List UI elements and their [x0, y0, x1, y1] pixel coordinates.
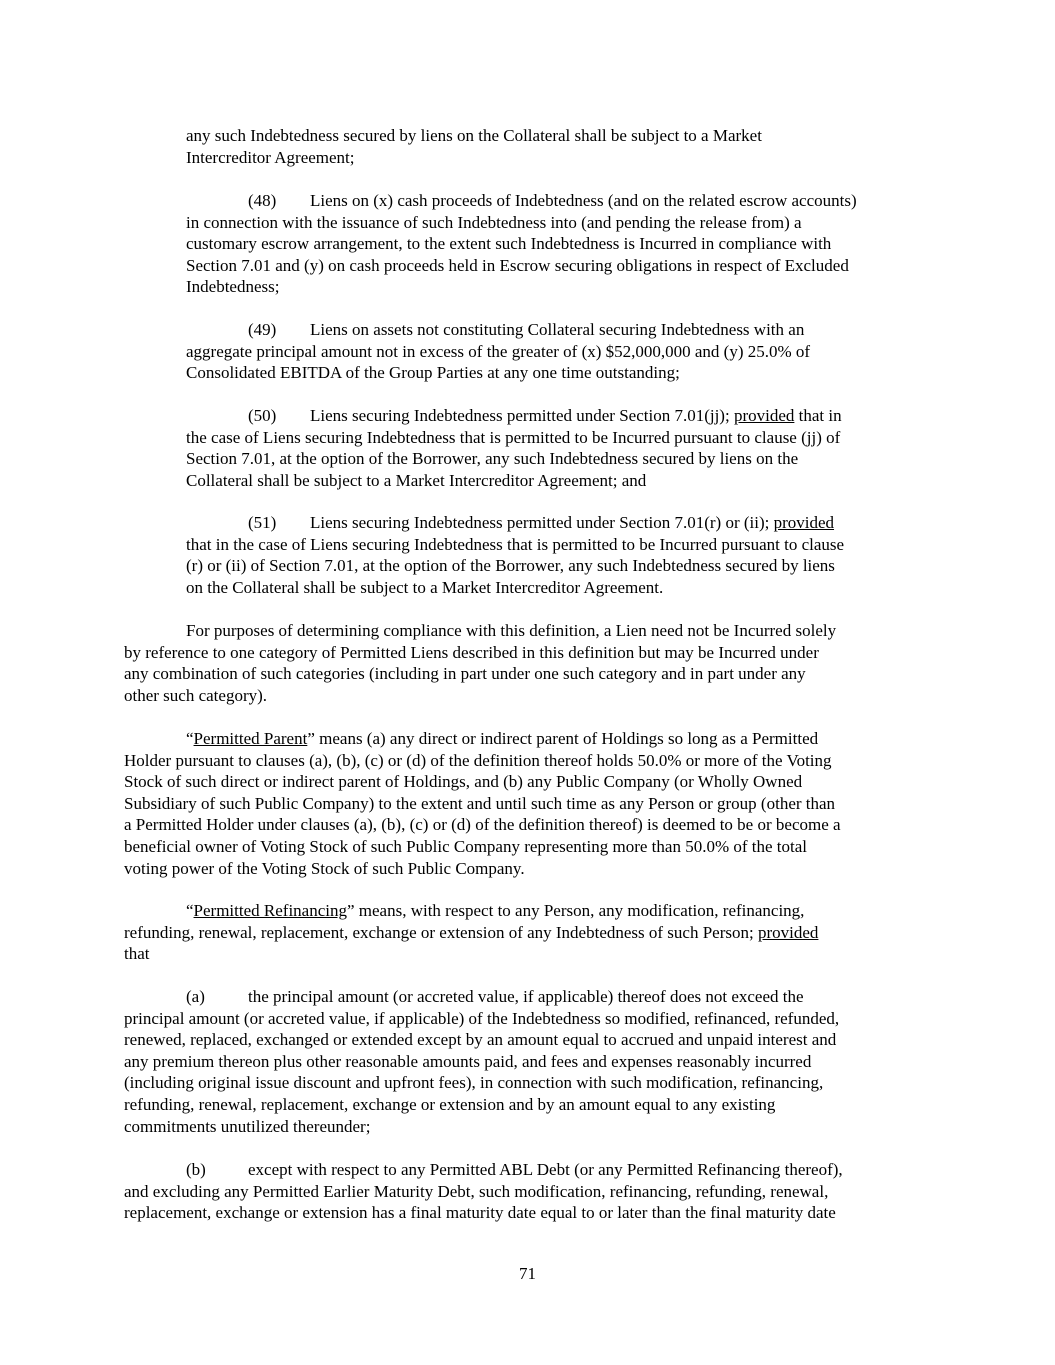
clause-49	[186, 319, 810, 384]
text-line: other such category).	[124, 685, 268, 705]
text-line: any combination of such categories (including in part under one such category and in part under any	[124, 664, 806, 684]
sub-clause-first-line	[124, 986, 839, 1008]
text-line: Indebtedness;	[186, 277, 280, 297]
clause-first-line	[186, 512, 844, 534]
text-line: Holder pursuant to clauses (a), (b), (c) or (d) of the definition thereof holds 50.0% or more of the Voting	[124, 750, 832, 770]
text-line: Subsidiary of such Public Company) to the extent and until such time as any Person or group (other than	[124, 793, 836, 813]
permitted-parent-definition	[124, 728, 841, 879]
text-line: Section 7.01, at the option of the Borrower, any such Indebtedness secured by liens on the	[186, 449, 799, 469]
text-line: beneficial owner of Voting Stock of such Public Company representing more than 50.0% of the total	[124, 836, 808, 856]
text-line: Section 7.01 and (y) on cash proceeds held in Escrow securing obligations in respect of Excluded	[186, 255, 849, 275]
text-segment: except with respect to any Permitted ABL Debt (or any Permitted Refinancing thereof),	[248, 1160, 843, 1179]
open-quote: “	[186, 729, 194, 748]
provided-term: provided	[773, 513, 835, 532]
defined-term: Permitted Parent	[193, 729, 308, 748]
text-segment: that in	[794, 406, 842, 425]
text-line: customary escrow arrangement, to the extent such Indebtedness is Incurred in compliance with	[186, 234, 832, 254]
text-segment: the principal amount (or accreted value, if applicable) thereof does not exceed the	[248, 987, 804, 1006]
text-line: on the Collateral shall be subject to a Market Intercreditor Agreement.	[186, 577, 664, 597]
text-segment: Liens securing Indebtedness permitted under Section 7.01(jj);	[310, 406, 734, 425]
clause-first-line	[186, 405, 842, 427]
clause-51	[186, 512, 844, 598]
sub-clause-letter: (a)	[186, 987, 205, 1006]
text-line: by reference to one category of Permitted Liens described in this definition but may be Incurred under	[124, 642, 819, 662]
text-line: commitments unutilized thereunder;	[124, 1116, 371, 1136]
text-line: Collateral shall be subject to a Market Intercreditor Agreement; and	[186, 470, 647, 490]
text-line: principal amount (or accreted value, if applicable) of the Indebtedness so modified, refinanced, refunded,	[124, 1008, 840, 1028]
clause-48	[186, 190, 857, 298]
text-line: For purposes of determining compliance with this definition, a Lien need not be Incurred solely	[186, 621, 837, 640]
text-line: any premium thereon plus other reasonable amounts paid, and fees and expenses reasonably incurred	[124, 1051, 812, 1071]
definition-first-line	[124, 728, 841, 750]
text-line: that	[124, 944, 150, 964]
clause-number: (51)	[248, 513, 277, 532]
defined-term: Permitted Refinancing	[193, 901, 347, 920]
sub-clause-letter: (b)	[186, 1160, 206, 1179]
text-segment: ” means (a) any direct or indirect parent of Holdings so long as a Permitted	[307, 729, 819, 748]
text-line: any such Indebtedness secured by liens on the Collateral shall be subject to a Market	[186, 126, 762, 145]
text-line	[124, 922, 818, 944]
text-line: renewed, replaced, exchanged or extended except by an amount equal to accrued and unpaid interest and	[124, 1030, 837, 1050]
text-line: aggregate principal amount not in excess of the greater of (x) $52,000,000 and (y) 25.0% of	[186, 341, 811, 361]
sub-clause-b	[124, 1159, 843, 1224]
text-line: in connection with the issuance of such Indebtedness into (and pending the release from) a	[186, 212, 802, 232]
text-line: voting power of the Voting Stock of such Public Company.	[124, 858, 525, 878]
text-segment: refunding, renewal, replacement, exchange or extension of any Indebtedness of such Person;	[124, 922, 758, 942]
clause-first-line	[186, 319, 810, 341]
clause-number: (48)	[248, 191, 277, 210]
text-line: Stock of such direct or indirect parent of Holdings, and (b) any Public Company (or Wholly Owned	[124, 772, 803, 792]
clause-number: (49)	[248, 320, 277, 339]
open-quote: “	[186, 901, 194, 920]
provided-term: provided	[757, 922, 819, 942]
text-line: replacement, exchange or extension has a final maturity date equal to or later than the final maturity date	[124, 1203, 836, 1223]
permitted-refinancing-definition	[124, 900, 818, 965]
sub-clause-a	[124, 986, 839, 1137]
text-line: the case of Liens securing Indebtedness that is permitted to be Incurred pursuant to clause (jj) of	[186, 427, 841, 447]
text-line: (r) or (ii) of Section 7.01, at the option of the Borrower, any such Indebtedness secured by liens	[186, 556, 835, 576]
text-line: refunding, renewal, replacement, exchange or extension and by an amount equal to any existing	[124, 1094, 776, 1114]
text-line: (including original issue discount and upfront fees), in connection with such modification, refinancing,	[124, 1073, 824, 1093]
definition-first-line	[124, 900, 818, 922]
provided-term: provided	[733, 406, 795, 425]
text-segment: Liens securing Indebtedness permitted under Section 7.01(r) or (ii);	[310, 513, 774, 532]
text-line: Liens on assets not constituting Collateral securing Indebtedness with an	[310, 320, 805, 339]
sub-clause-first-line	[124, 1159, 843, 1181]
carryover-paragraph	[186, 125, 762, 168]
clause-number: (50)	[248, 406, 277, 425]
page-number: 71	[519, 1264, 536, 1283]
text-line: Liens on (x) cash proceeds of Indebtedness (and on the related escrow accounts)	[310, 191, 857, 210]
text-line: a Permitted Holder under clauses (a), (b), (c) or (d) of the definition thereof) is deemed to be or become a	[124, 815, 841, 835]
text-line: that in the case of Liens securing Indebtedness that is permitted to be Incurred pursuant to clause	[186, 534, 845, 554]
text-line: and excluding any Permitted Earlier Maturity Debt, such modification, refinancing, refunding, renewal,	[124, 1181, 829, 1201]
text-segment: ” means, with respect to any Person, any modification, refinancing,	[346, 901, 805, 920]
clause-50	[186, 405, 842, 491]
text-line: Intercreditor Agreement;	[186, 147, 355, 167]
clause-first-line	[186, 190, 857, 212]
text-line: Consolidated EBITDA of the Group Parties at any one time outstanding;	[186, 363, 680, 383]
purposes-paragraph	[124, 620, 836, 706]
